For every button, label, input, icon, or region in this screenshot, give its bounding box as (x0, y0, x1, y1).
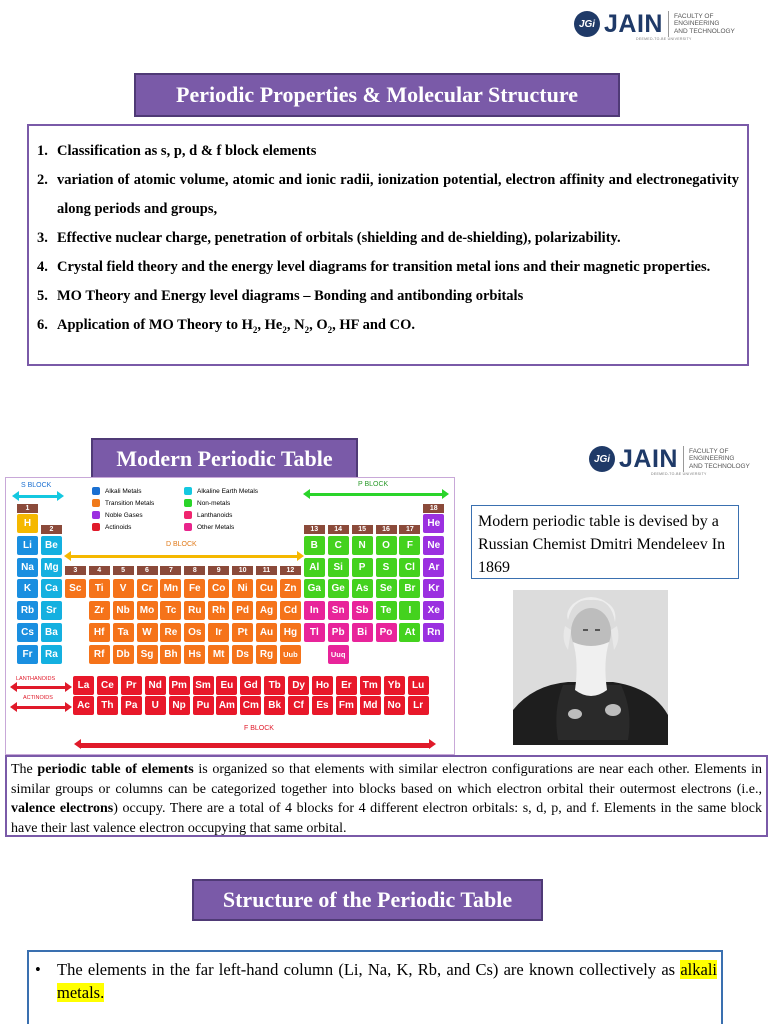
s-block-arrow (18, 495, 58, 498)
group-number-label: 17 (399, 525, 420, 534)
element-cell: He (423, 514, 444, 533)
element-cell: Uub (280, 645, 301, 664)
f-block-element-cell: Lu (408, 676, 429, 695)
bullet-icon: • (35, 960, 41, 979)
group-number-label: 11 (256, 566, 277, 575)
legend-item: Alkaline Earth Metals (184, 487, 258, 495)
section-title-modern-periodic-table: Modern Periodic Table (91, 438, 358, 480)
element-cell: Rh (208, 601, 229, 620)
element-cell: Sn (328, 601, 349, 620)
f-block-element-cell: Ac (73, 696, 94, 715)
f-block-element-cell: U (145, 696, 166, 715)
f-block-element-cell: Np (169, 696, 190, 715)
structure-bullet-box: • The elements in the far left-hand column (Li, Na, K, Rb, and Cs) are known collectively as alkali metals. (27, 950, 723, 1024)
element-cell: Be (41, 536, 62, 555)
element-cell: Kr (423, 579, 444, 598)
element-cell: Ca (41, 579, 62, 598)
f-block-label: F BLOCK (244, 725, 274, 732)
element-cell: Os (184, 623, 205, 642)
element-cell: Xe (423, 601, 444, 620)
p-block-label: P BLOCK (358, 481, 389, 488)
element-cell: Re (160, 623, 181, 642)
group-number-label: 2 (41, 525, 62, 534)
element-cell: Ge (328, 579, 349, 598)
element-cell: B (304, 536, 325, 555)
element-cell: Na (17, 558, 38, 577)
element-cell: Al (304, 558, 325, 577)
f-block-element-cell: Tb (264, 676, 285, 695)
f-block-element-cell: Eu (216, 676, 237, 695)
f-block-element-cell: Yb (384, 676, 405, 695)
element-cell: Hg (280, 623, 301, 642)
f-block-element-cell: Pa (121, 696, 142, 715)
f-block-element-cell: Bk (264, 696, 285, 715)
mendeleev-portrait (513, 590, 668, 745)
topic-item: 5. MO Theory and Energy level diagrams – Bonding and antibonding orbitals (37, 288, 524, 304)
group-number-label: 6 (137, 566, 158, 575)
topic-item: 3. Effective nuclear charge, penetration of orbitals (shielding and de-shielding), polarizability. (37, 230, 621, 246)
jain-wordmark: JAIN (604, 9, 663, 38)
element-cell: Au (256, 623, 277, 642)
element-cell: Te (376, 601, 397, 620)
group-number-label: 10 (232, 566, 253, 575)
element-cell: At (399, 623, 420, 642)
element-cell: Tc (160, 601, 181, 620)
group-number-label: 13 (304, 525, 325, 534)
f-block-element-cell: Cf (288, 696, 309, 715)
element-cell: Mg (41, 558, 62, 577)
periodic-table-image (5, 477, 455, 755)
element-cell: Bi (352, 623, 373, 642)
actinoids-arrow (16, 706, 66, 709)
jain-logo-middle: JGi JAIN FACULTY OF ENGINEERING AND TECHNOLOGY DEEMED-TO-BE UNIVERSITY (589, 446, 759, 472)
faculty-text: FACULTY OF ENGINEERING AND TECHNOLOGY (673, 12, 735, 35)
section-title-structure: Structure of the Periodic Table (192, 879, 543, 921)
element-cell: H (17, 514, 38, 533)
legend-item: Other Metals (184, 523, 234, 531)
legend-item: Actinoids (92, 523, 131, 531)
element-cell: Uuq (328, 645, 349, 664)
f-block-element-cell: Md (360, 696, 381, 715)
f-block-element-cell: Th (97, 696, 118, 715)
jain-wordmark: JAIN (619, 444, 678, 473)
group-number-label: 12 (280, 566, 301, 575)
element-cell: Nb (113, 601, 134, 620)
element-cell: Sc (65, 579, 86, 598)
p-block-arrow (309, 493, 443, 496)
group-number-label: 16 (376, 525, 397, 534)
f-block-element-cell: Es (312, 696, 333, 715)
element-cell: Se (376, 579, 397, 598)
element-cell: Sg (137, 645, 158, 664)
f-block-element-cell: Am (216, 696, 237, 715)
element-cell: Po (376, 623, 397, 642)
f-block-element-cell: Fm (336, 696, 357, 715)
jgi-logo-icon: JGi (589, 446, 615, 472)
element-cell: I (399, 601, 420, 620)
element-cell: Zr (89, 601, 110, 620)
element-cell: Mn (160, 579, 181, 598)
group-number-label: 18 (423, 504, 444, 513)
element-cell: P (352, 558, 373, 577)
element-cell: Ti (89, 579, 110, 598)
group-number-label: 5 (113, 566, 134, 575)
s-block-label: S BLOCK (21, 482, 52, 489)
f-block-element-cell: Pm (169, 676, 190, 695)
topics-list-box (27, 124, 749, 366)
jain-logo-top: JGi JAIN FACULTY OF ENGINEERING AND TECHNOLOGY DEEMED-TO-BE UNIVERSITY (574, 11, 744, 37)
element-cell: Br (399, 579, 420, 598)
f-block-element-cell: Dy (288, 676, 309, 695)
group-number-label: 7 (160, 566, 181, 575)
element-cell: Pt (232, 623, 253, 642)
element-cell: N (352, 536, 373, 555)
portrait-illustration (513, 590, 668, 745)
element-cell: Fe (184, 579, 205, 598)
element-cell: Pb (328, 623, 349, 642)
element-cell: Mt (208, 645, 229, 664)
alkali-metals-highlight: alkali metals. (57, 960, 717, 1002)
section-title-periodic-properties: Periodic Properties & Molecular Structure (134, 73, 620, 117)
legend-item: Transition Metals (92, 499, 154, 507)
element-cell: Ne (423, 536, 444, 555)
element-cell: Mo (137, 601, 158, 620)
f-block-element-cell: La (73, 676, 94, 695)
element-cell: Rb (17, 601, 38, 620)
element-cell: K (17, 579, 38, 598)
element-cell: Cr (137, 579, 158, 598)
element-cell: Ni (232, 579, 253, 598)
element-cell: Zn (280, 579, 301, 598)
element-cell: Ds (232, 645, 253, 664)
element-cell: F (399, 536, 420, 555)
mendeleev-info-box: Modern periodic table is devised by a Russian Chemist Dmitri Mendeleev In 1869 (471, 505, 739, 579)
f-block-element-cell: Gd (240, 676, 261, 695)
f-block-element-cell: Tm (360, 676, 381, 695)
f-block-element-cell: Nd (145, 676, 166, 695)
f-block-element-cell: Sm (193, 676, 214, 695)
element-cell: Cd (280, 601, 301, 620)
element-cell: Rn (423, 623, 444, 642)
element-cell: V (113, 579, 134, 598)
legend-item: Non-metals (184, 499, 230, 507)
element-cell: Hf (89, 623, 110, 642)
group-number-label: 3 (65, 566, 86, 575)
element-cell: Cs (17, 623, 38, 642)
group-number-label: 1 (17, 504, 38, 513)
element-cell: As (352, 579, 373, 598)
topic-item: 2. variation of atomic volume, atomic and ionic radii, ionization potential, electron affinity and electronegativity along periods and groups, (37, 172, 739, 217)
group-number-label: 14 (328, 525, 349, 534)
element-cell: In (304, 601, 325, 620)
element-cell: Ru (184, 601, 205, 620)
element-cell: Cu (256, 579, 277, 598)
jgi-logo-icon: JGi (574, 11, 600, 37)
element-cell: Tl (304, 623, 325, 642)
element-cell: Ar (423, 558, 444, 577)
legend-item: Noble Gases (92, 511, 143, 519)
element-cell: Fr (17, 645, 38, 664)
legend-item: Alkali Metals (92, 487, 141, 495)
lanthanoids-label: LANTHANOIDS (16, 676, 56, 682)
element-cell: Co (208, 579, 229, 598)
f-block-element-cell: Pu (193, 696, 214, 715)
faculty-text: FACULTY OF ENGINEERING AND TECHNOLOGY (688, 447, 750, 470)
element-cell: Bh (160, 645, 181, 664)
element-cell: Sb (352, 601, 373, 620)
f-block-arrow (80, 743, 430, 748)
element-cell: Ra (41, 645, 62, 664)
element-cell: Pd (232, 601, 253, 620)
f-block-element-cell: Pr (121, 676, 142, 695)
element-cell: Li (17, 536, 38, 555)
element-cell: Hs (184, 645, 205, 664)
element-cell: Ir (208, 623, 229, 642)
element-cell: Ga (304, 579, 325, 598)
group-number-label: 15 (352, 525, 373, 534)
d-block-label: D BLOCK (166, 541, 197, 548)
d-block-arrow (70, 555, 298, 558)
element-cell: Rf (89, 645, 110, 664)
topic-item: 4. Crystal field theory and the energy level diagrams for transition metal ions and their magnetic properties. (37, 259, 711, 275)
f-block-element-cell: Lr (408, 696, 429, 715)
element-cell: W (137, 623, 158, 642)
element-cell: Ba (41, 623, 62, 642)
element-cell: S (376, 558, 397, 577)
f-block-element-cell: Er (336, 676, 357, 695)
element-cell: Si (328, 558, 349, 577)
periodic-table-description: The periodic table of elements is organized so that elements with similar electron configurations are near each other. Elements in similar groups or columns can be categorized together into blocks based on which electron orbital their outermost electrons (i.e., valence electrons) occupy. There are a total of 4 blocks for 4 different electron orbitals: s, d, p, and f. Elements in the same block have their last valence electron occupying that same orbital. (5, 755, 768, 837)
group-number-label: 8 (184, 566, 205, 575)
element-cell: Db (113, 645, 134, 664)
element-cell: Ag (256, 601, 277, 620)
f-block-element-cell: No (384, 696, 405, 715)
actinoids-label: ACTINOIDS (23, 695, 53, 701)
group-number-label: 9 (208, 566, 229, 575)
element-cell: O (376, 536, 397, 555)
f-block-element-cell: Cm (240, 696, 261, 715)
element-cell: Rg (256, 645, 277, 664)
group-number-label: 4 (89, 566, 110, 575)
element-cell: Sr (41, 601, 62, 620)
topic-item: 6. Application of MO Theory to $H_2$, $He_2$, $N_2$, $O_2$, HF and CO. (37, 317, 415, 335)
element-cell: C (328, 536, 349, 555)
element-cell: Ta (113, 623, 134, 642)
element-cell: Cl (399, 558, 420, 577)
lanthanoids-arrow (16, 686, 66, 689)
topic-item: 1. Classification as s, p, d & f block elements (37, 143, 317, 159)
f-block-element-cell: Ho (312, 676, 333, 695)
f-block-element-cell: Ce (97, 676, 118, 695)
legend-item: Lanthanoids (184, 511, 232, 519)
